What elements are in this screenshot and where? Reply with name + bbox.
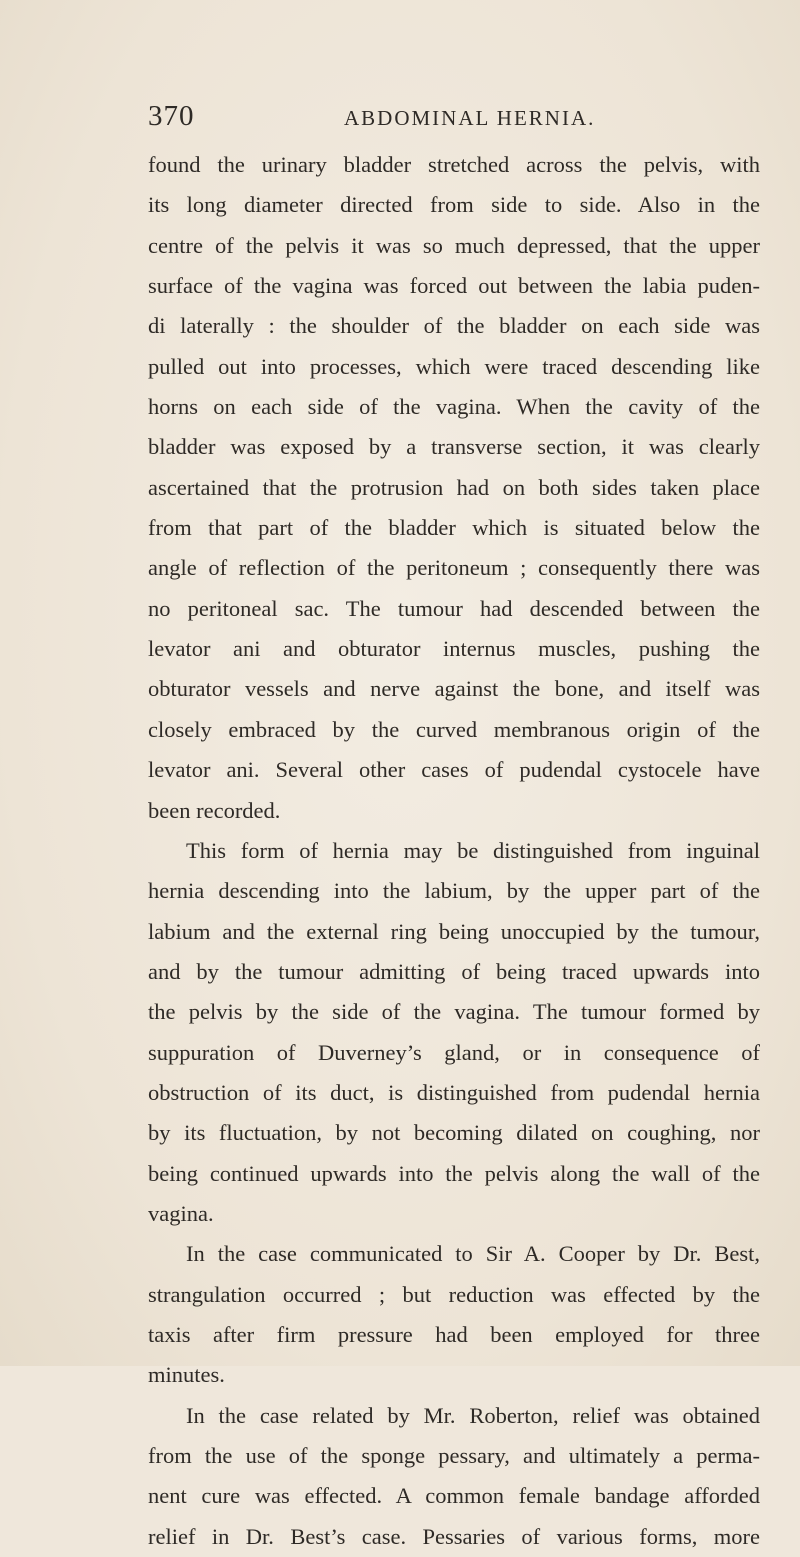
running-head: ABDOMINAL HERNIA. bbox=[344, 106, 596, 130]
text-line: levator ani and obturator internus muscles, pushing the bbox=[148, 636, 760, 662]
text-line: being continued upwards into the pelvis along the wall of the bbox=[148, 1160, 760, 1186]
text-line: its long diameter directed from side to side. Also in the bbox=[148, 192, 760, 218]
text-line: nent cure was effected. A common female bandage afforded bbox=[148, 1483, 760, 1509]
text-line: horns on each side of the vagina. When the cavity of the bbox=[148, 394, 760, 420]
text-line: from that part of the bladder which is situated below the bbox=[148, 515, 760, 541]
text-line: closely embraced by the curved membranous origin of the bbox=[148, 716, 760, 742]
text-line: bladder was exposed by a transverse section, it was clearly bbox=[148, 434, 760, 460]
text-line: taxis after firm pressure had been employed for three bbox=[148, 1321, 760, 1347]
body-text bbox=[148, 145, 760, 1557]
text-line: been recorded. bbox=[148, 797, 281, 823]
text-line: di laterally : the shoulder of the bladder on each side was bbox=[148, 313, 760, 339]
text-line: minutes. bbox=[148, 1362, 225, 1388]
text-line: obstruction of its duct, is distinguished from pudendal hernia bbox=[148, 1079, 760, 1105]
text-line: relief in Dr. Best’s case. Pessaries of various forms, more bbox=[148, 1523, 760, 1549]
text-line: found the urinary bladder stretched across the pelvis, with bbox=[148, 152, 760, 177]
text-line: This form of hernia may be distinguished from inguinal bbox=[186, 837, 760, 863]
page-header bbox=[148, 100, 760, 140]
text-line: vagina. bbox=[148, 1200, 214, 1226]
text-line: by its fluctuation, by not becoming dilated on coughing, nor bbox=[148, 1120, 760, 1146]
text-line: pulled out into processes, which were traced descending like bbox=[148, 353, 760, 379]
text-line: the pelvis by the side of the vagina. The tumour formed by bbox=[148, 999, 760, 1025]
text-line: ascertained that the protrusion had on both sides taken place bbox=[148, 474, 760, 500]
text-line: suppuration of Duverney’s gland, or in consequence of bbox=[148, 1039, 760, 1065]
text-line: In the case communicated to Sir A. Cooper by Dr. Best, bbox=[186, 1241, 760, 1267]
text-line: levator ani. Several other cases of pudendal cystocele have bbox=[148, 757, 760, 783]
text-line: labium and the external ring being unoccupied by the tumour, bbox=[148, 918, 760, 944]
text-line: angle of reflection of the peritoneum ; consequently there was bbox=[148, 555, 760, 581]
text-line: In the case related by Mr. Roberton, relief was obtained bbox=[186, 1402, 760, 1428]
text-line: centre of the pelvis it was so much depressed, that the upper bbox=[148, 232, 760, 258]
text-line: strangulation occurred ; but reduction was effected by the bbox=[148, 1281, 760, 1307]
page-number: 370 bbox=[148, 100, 195, 132]
text-line: obturator vessels and nerve against the bone, and itself was bbox=[148, 676, 760, 702]
text-line: and by the tumour admitting of being traced upwards into bbox=[148, 958, 760, 984]
text-line: hernia descending into the labium, by the upper part of the bbox=[148, 878, 760, 904]
text-line: from the use of the sponge pessary, and ultimately a perma- bbox=[148, 1443, 760, 1468]
text-line: no peritoneal sac. The tumour had descended between the bbox=[148, 595, 760, 621]
text-line: surface of the vagina was forced out between the labia puden- bbox=[148, 273, 760, 299]
